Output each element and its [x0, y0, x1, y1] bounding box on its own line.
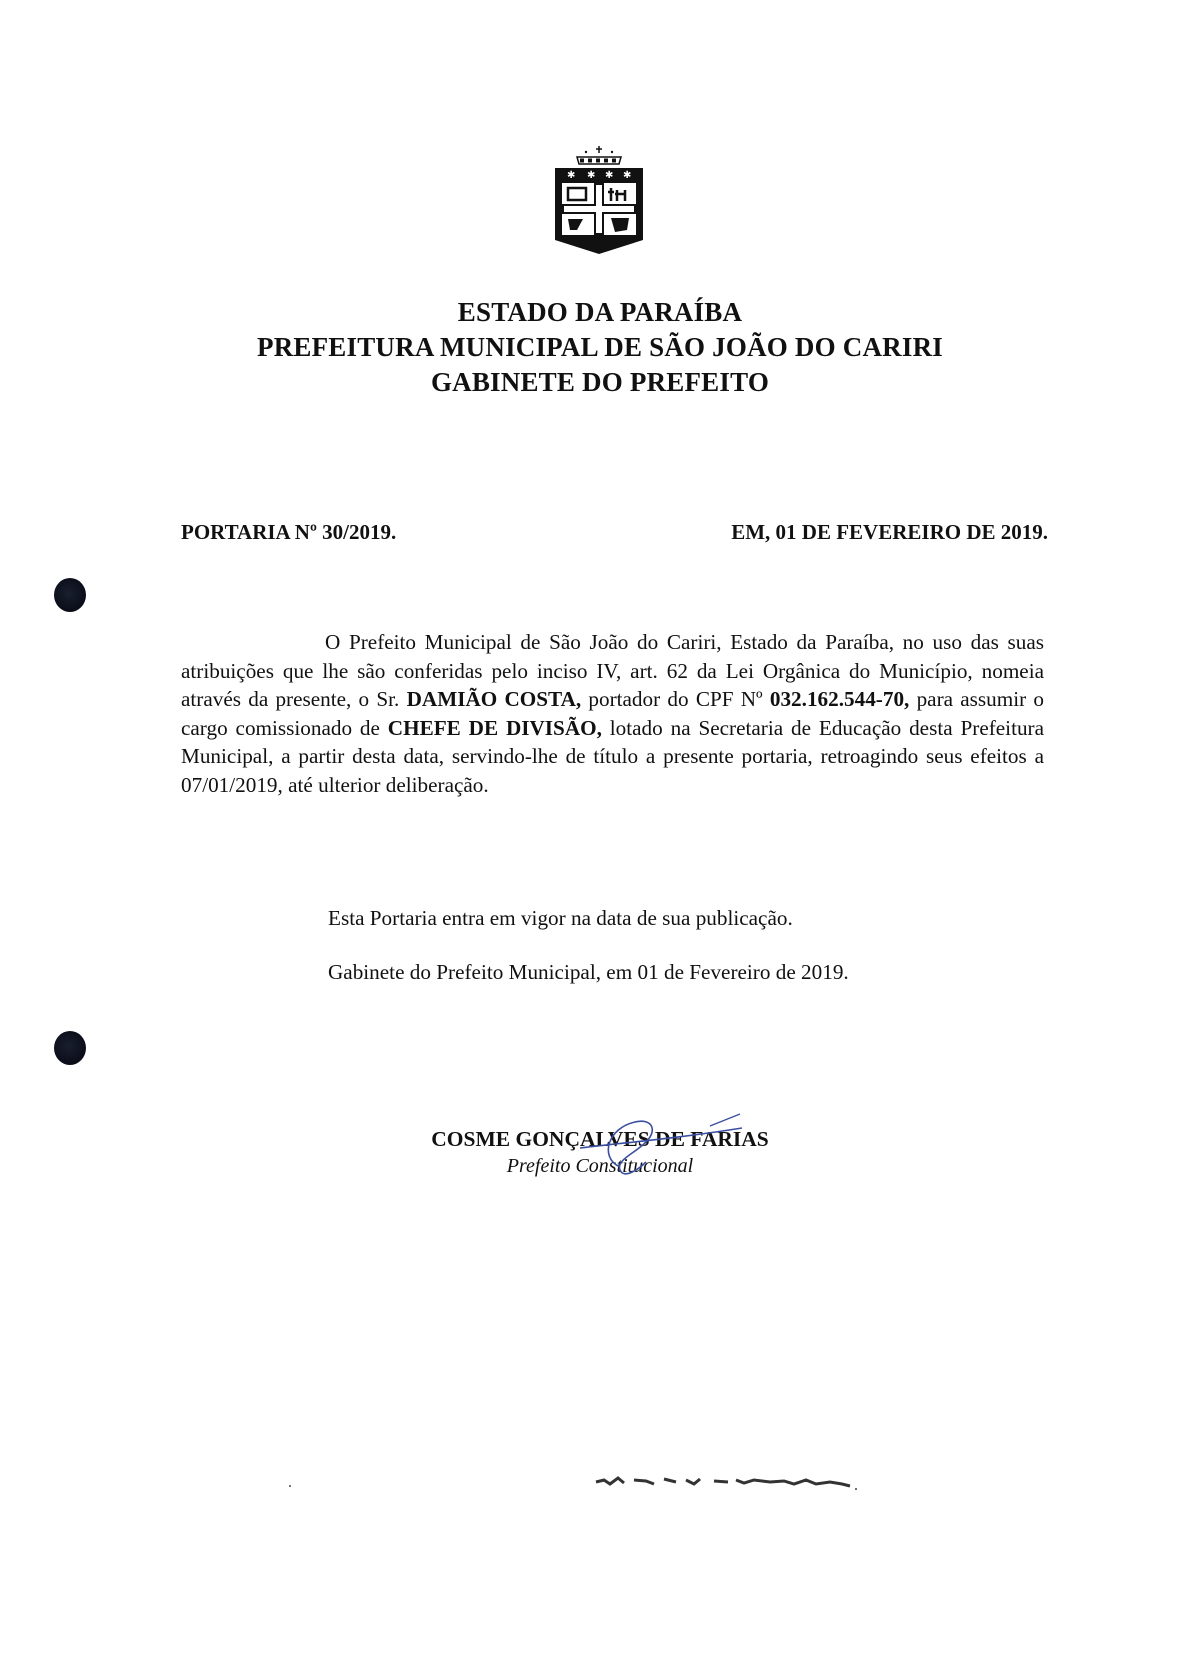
- portaria-date: EM, 01 DE FEVEREIRO DE 2019.: [731, 520, 1048, 544]
- svg-text:✱: ✱: [623, 170, 632, 181]
- document-header: [0, 295, 1200, 400]
- issuance-statement: Gabinete do Prefeito Municipal, em 01 de Fevereiro de 2019.: [328, 960, 849, 984]
- portaria-heading: [181, 520, 1048, 550]
- appointee-cpf: 032.162.544-70,: [769, 687, 910, 712]
- paragraph-text-1: O Prefeito Municipal de São João do Cariri, Estado da Paraíba, no uso das suas atribuições que lhe são conferidas pelo inciso IV, art. 62 da Lei Orgânica do Município, nomeia através da presente, o Sr.: [181, 630, 1044, 712]
- position-title: CHEFE DE DIVISÃO,: [387, 715, 602, 740]
- signatory-name: COSME GONÇALVES DE FARIAS: [431, 1127, 769, 1151]
- effective-date-statement: Esta Portaria entra em vigor na data de sua publicação.: [328, 906, 793, 930]
- header-state: ESTADO DA PARAÍBA: [457, 297, 743, 327]
- scan-artifact: [594, 1472, 858, 1496]
- portaria-number: PORTARIA Nº 30/2019.: [181, 520, 397, 544]
- scan-speck: [289, 1485, 291, 1487]
- header-municipality: PREFEITURA MUNICIPAL DE SÃO JOÃO DO CARIRI: [257, 332, 943, 362]
- appointment-paragraph: [181, 628, 1044, 800]
- punch-hole-bottom: [54, 1031, 86, 1065]
- municipal-coat-of-arms-icon: [553, 144, 645, 256]
- svg-text:✱: ✱: [605, 170, 614, 181]
- paragraph-text-4: lotado na Secretaria de Educação desta Prefeitura Municipal, a partir desta data, servindo-lhe de título a presente portaria, retroagindo seus efeitos a 07/01/2019, até ulterior deliberação.: [181, 715, 1045, 797]
- paragraph-text-2: portador do CPF Nº: [581, 687, 770, 712]
- handwritten-signature: [560, 1108, 750, 1188]
- svg-text:✱: ✱: [587, 170, 596, 181]
- punch-hole-top: [54, 578, 86, 612]
- signatory-title: Prefeito Constitucional: [506, 1155, 694, 1177]
- paragraph-text-3: para assumir o cargo comissionado de: [181, 687, 1044, 740]
- svg-text:✱: ✱: [567, 170, 576, 181]
- header-office: GABINETE DO PREFEITO: [430, 367, 770, 397]
- appointee-name: DAMIÃO COSTA,: [406, 687, 582, 712]
